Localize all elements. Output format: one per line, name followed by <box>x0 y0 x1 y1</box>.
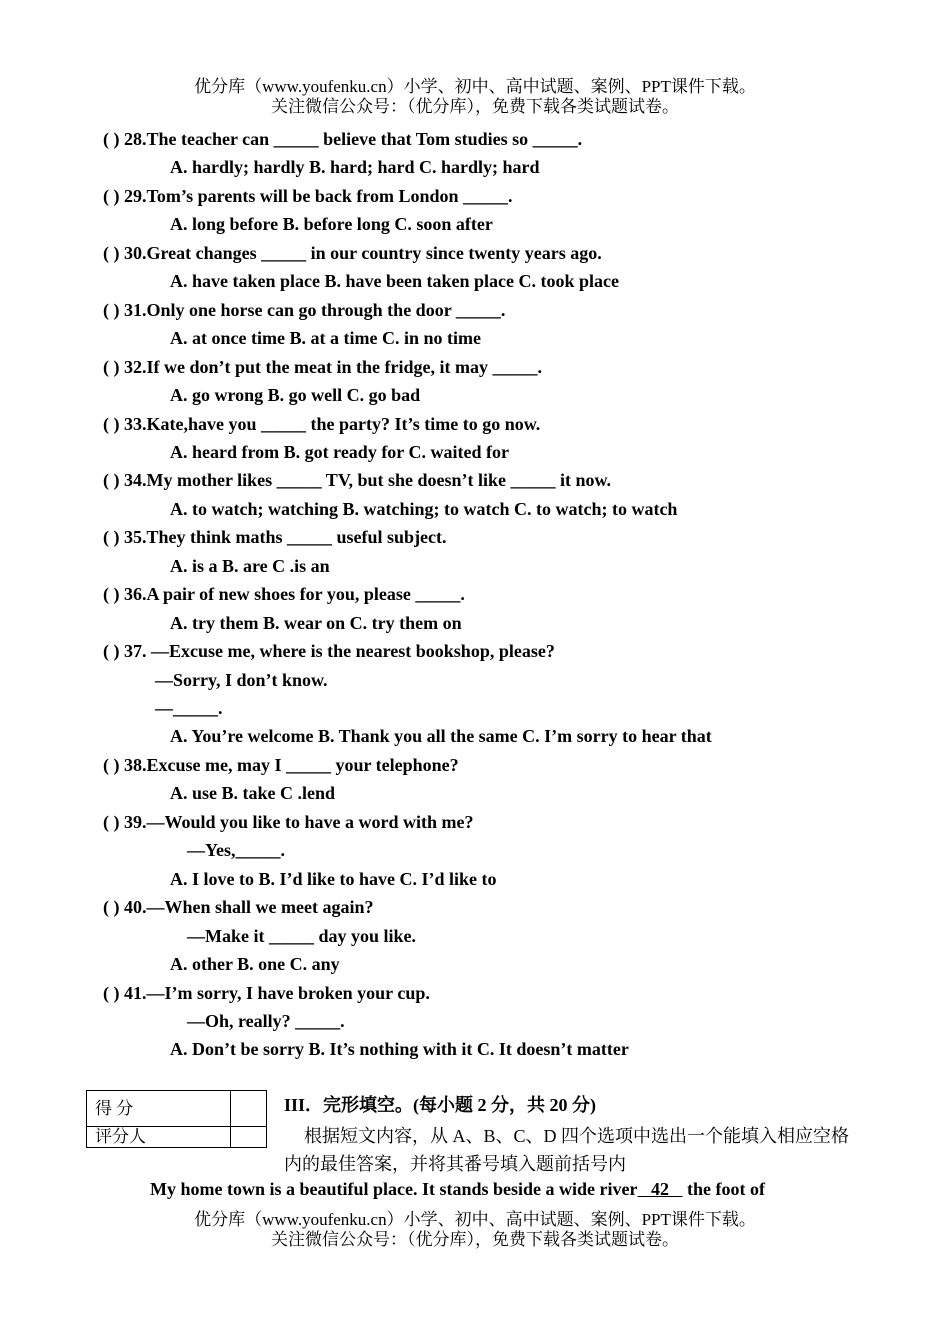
question-stem: ( ) 28.The teacher can _____ believe that Tom studies so _____. <box>103 129 583 149</box>
answer-options: A. is a B. are C .is an <box>170 555 330 576</box>
question-stem: ( ) 31.Only one horse can go through the door _____. <box>103 299 506 320</box>
answer-options: A. go wrong B. go well C. go bad <box>170 385 421 406</box>
footer-line-2: 关注微信公众号：（优分库），免费下载各类试题试卷。 <box>271 1230 679 1249</box>
question-stem: ( ) 40.—When shall we meet again? <box>103 897 374 918</box>
answer-options: A. other B. one C. any <box>170 954 340 975</box>
section-instruction: 根据短文内容，从 A、B、C、D 四个选项中选出一个能填入相应空格内的最佳答案，并将其番号填入题前括号内 <box>284 1126 850 1174</box>
answer-options: A. have taken place B. have been taken place C. took place <box>170 271 619 292</box>
score-label: 得 分 <box>87 1091 231 1127</box>
passage-start: My home town is a beautiful place. It stands beside a wide river <box>150 1179 638 1199</box>
grader-cell <box>231 1127 267 1148</box>
question-stem: ( ) 38.Excuse me, may I _____ your telephone? <box>103 754 459 775</box>
section-title: III．完形填空。(每小题 2 分，共 20 分) <box>284 1095 597 1115</box>
dialogue-line: —Oh, really? _____. <box>187 1010 345 1031</box>
question-stem: ( ) 39.—Would you like to have a word with me? <box>103 811 474 832</box>
answer-options: A. at once time B. at a time C. in no time <box>170 328 481 349</box>
question-stem: ( ) 41.—I’m sorry, I have broken your cup. <box>103 982 430 1003</box>
header-line-2: 关注微信公众号：（优分库），免费下载各类试题试卷。 <box>271 97 679 116</box>
grader-label: 评分人 <box>87 1127 231 1148</box>
footer-line-1: 优分库（www.youfenku.cn）小学、初中、高中试题、案例、PPT课件下载。 <box>194 1210 756 1229</box>
score-table <box>86 1090 267 1148</box>
question-stem: ( ) 33.Kate,have you _____ the party? It’s time to go now. <box>103 413 541 434</box>
question-stem: ( ) 34.My mother likes _____ TV, but she doesn’t like _____ it now. <box>103 470 612 491</box>
answer-options: A. hardly; hardly B. hard; hard C. hardly; hard <box>170 157 540 178</box>
answer-options: A. I love to B. I’d like to have C. I’d like to <box>170 868 497 889</box>
dialogue-line: —Sorry, I don’t know. <box>155 669 328 690</box>
answer-options: A. You’re welcome B. Thank you all the same C. I’m sorry to hear that <box>170 726 712 747</box>
blank-42: 42 <box>651 1179 669 1199</box>
dialogue-line: —_____. <box>155 698 223 718</box>
answer-options: A. try them B. wear on C. try them on <box>170 612 462 633</box>
score-cell <box>231 1091 267 1127</box>
passage-first-line <box>150 1178 765 1200</box>
header-line-1: 优分库（www.youfenku.cn）小学、初中、高中试题、案例、PPT课件下载。 <box>194 77 756 96</box>
answer-options: A. long before B. before long C. soon after <box>170 214 493 235</box>
answer-options: A. use B. take C .lend <box>170 783 336 804</box>
question-stem: ( ) 35.They think maths _____ useful subject. <box>103 527 447 548</box>
dialogue-line: —Yes,_____. <box>187 840 285 861</box>
question-stem: ( ) 36.A pair of new shoes for you, please _____. <box>103 584 465 605</box>
question-stem: ( ) 30.Great changes _____ in our country since twenty years ago. <box>103 242 602 263</box>
answer-options: A. to watch; watching B. watching; to watch C. to watch; to watch <box>170 498 678 519</box>
question-stem: ( ) 37. —Excuse me, where is the nearest bookshop, please? <box>103 641 555 662</box>
dialogue-line: —Make it _____ day you like. <box>187 925 417 946</box>
passage-end: the foot of <box>687 1179 765 1199</box>
answer-options: A. Don’t be sorry B. It’s nothing with it C. It doesn’t matter <box>170 1039 629 1060</box>
question-stem: ( ) 32.If we don’t put the meat in the fridge, it may _____. <box>103 356 542 377</box>
answer-options: A. heard from B. got ready for C. waited for <box>170 441 509 462</box>
page-footer <box>0 1210 950 1250</box>
question-stem: ( ) 29.Tom’s parents will be back from London _____. <box>103 185 513 206</box>
page-header <box>0 77 950 117</box>
